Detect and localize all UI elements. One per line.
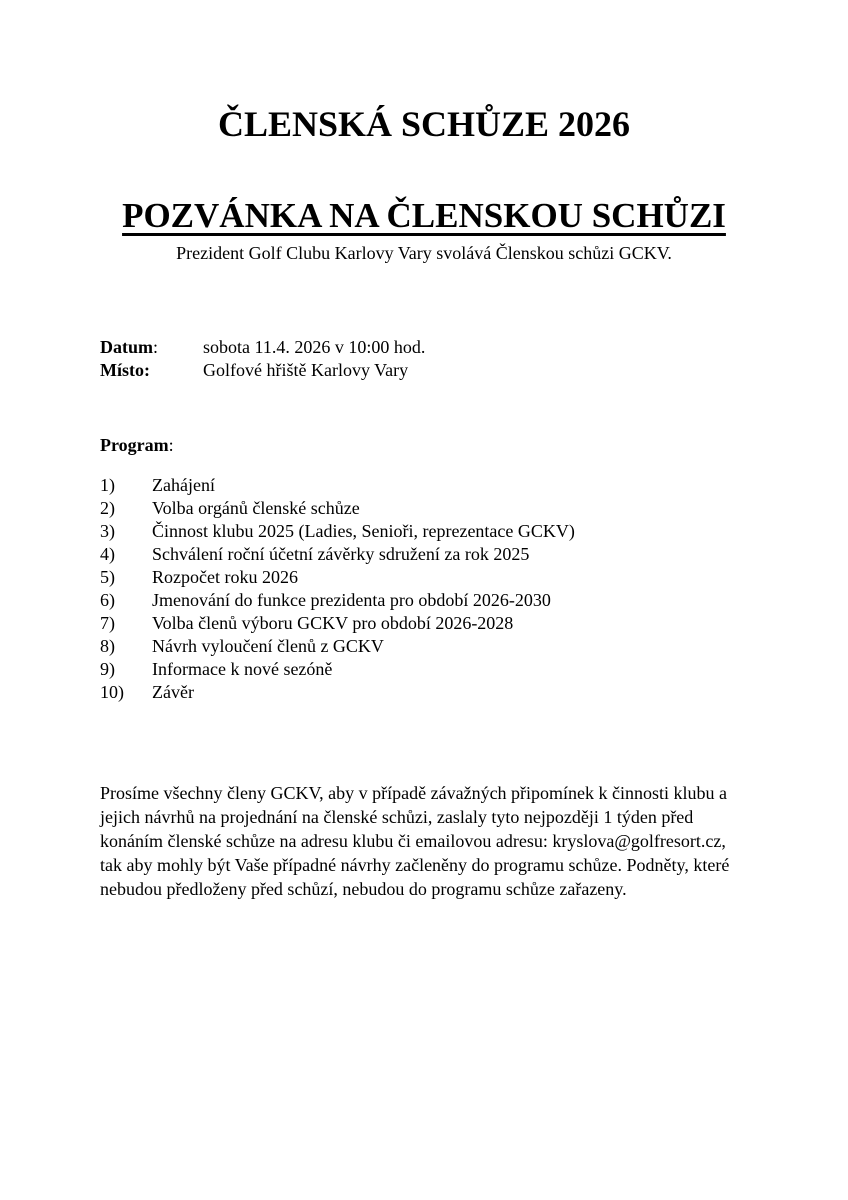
program-heading-colon: : [168, 435, 174, 456]
program-item [100, 474, 748, 497]
program-item-text: Jmenování do funkce prezidenta pro období 2026-2030 [152, 590, 551, 611]
program-item-text: Činnost klubu 2025 (Ladies, Senioři, reprezentace GCKV) [152, 521, 575, 542]
program-item [100, 635, 748, 658]
program-item [100, 520, 748, 543]
program-item-number: 2) [100, 498, 115, 519]
program-item-text: Volba orgánů členské schůze [152, 498, 360, 519]
place-value: Golfové hřiště Karlovy Vary [203, 360, 409, 381]
program-heading [100, 434, 748, 457]
program-item-number: 9) [100, 659, 115, 680]
invitation-subtitle: Prezident Golf Clubu Karlovy Vary svolává Členskou schůzi GCKV. [176, 243, 672, 264]
program-item-number: 8) [100, 636, 115, 657]
program-item [100, 543, 748, 566]
program-item-text: Volba členů výboru GCKV pro období 2026-2028 [152, 613, 514, 634]
program-item [100, 612, 748, 635]
meeting-details [100, 336, 748, 382]
invitation-heading: POZVÁNKA NA ČLENSKOU SCHŮZI [122, 196, 726, 236]
detail-row-date [100, 336, 748, 359]
program-item-text: Informace k nové sezóně [152, 659, 333, 680]
place-label [100, 359, 203, 382]
program-item-text: Návrh vyloučení členů z GCKV [152, 636, 384, 657]
program-item [100, 497, 748, 520]
program-item-number: 10) [100, 682, 124, 703]
place-label-text: Místo: [100, 360, 150, 381]
program-item-number: 3) [100, 521, 115, 542]
page-title: ČLENSKÁ SCHŮZE 2026 [217, 104, 631, 144]
program-item [100, 566, 748, 589]
program-item [100, 681, 748, 704]
program-item-text: Závěr [152, 682, 194, 703]
date-label [100, 336, 203, 359]
program-item-number: 4) [100, 544, 115, 565]
program-item-number: 7) [100, 613, 115, 634]
date-value: sobota 11.4. 2026 v 10:00 hod. [203, 337, 426, 358]
program-item-number: 6) [100, 590, 115, 611]
program-item-text: Schválení roční účetní závěrky sdružení za rok 2025 [152, 544, 530, 565]
program-item [100, 589, 748, 612]
program-item-number: 5) [100, 567, 115, 588]
program-item-number: 1) [100, 475, 115, 496]
date-label-text: Datum [100, 337, 153, 358]
program-item-text: Rozpočet roku 2026 [152, 567, 298, 588]
closing-paragraph: Prosíme všechny členy GCKV, aby v případě závažných připomínek k činnosti klubu a jejich návrhů na projednání na členské schůzi, zaslaly tyto nejpozději 1 týden před konáním členské schůze na adresu klubu či emailovou adresu: kryslova@golfresort.cz, tak aby mohly být Vaše případné návrhy začleněny do programu schůze. Podněty, které nebudou předloženy před schůzí, nebudou do programu schůze zařazeny. [100, 783, 730, 900]
program-heading-text: Program [100, 435, 169, 456]
date-label-colon: : [153, 337, 159, 358]
program-item [100, 658, 748, 681]
program-item-text: Zahájení [152, 475, 215, 496]
detail-row-place [100, 359, 748, 382]
program-list [100, 474, 748, 704]
